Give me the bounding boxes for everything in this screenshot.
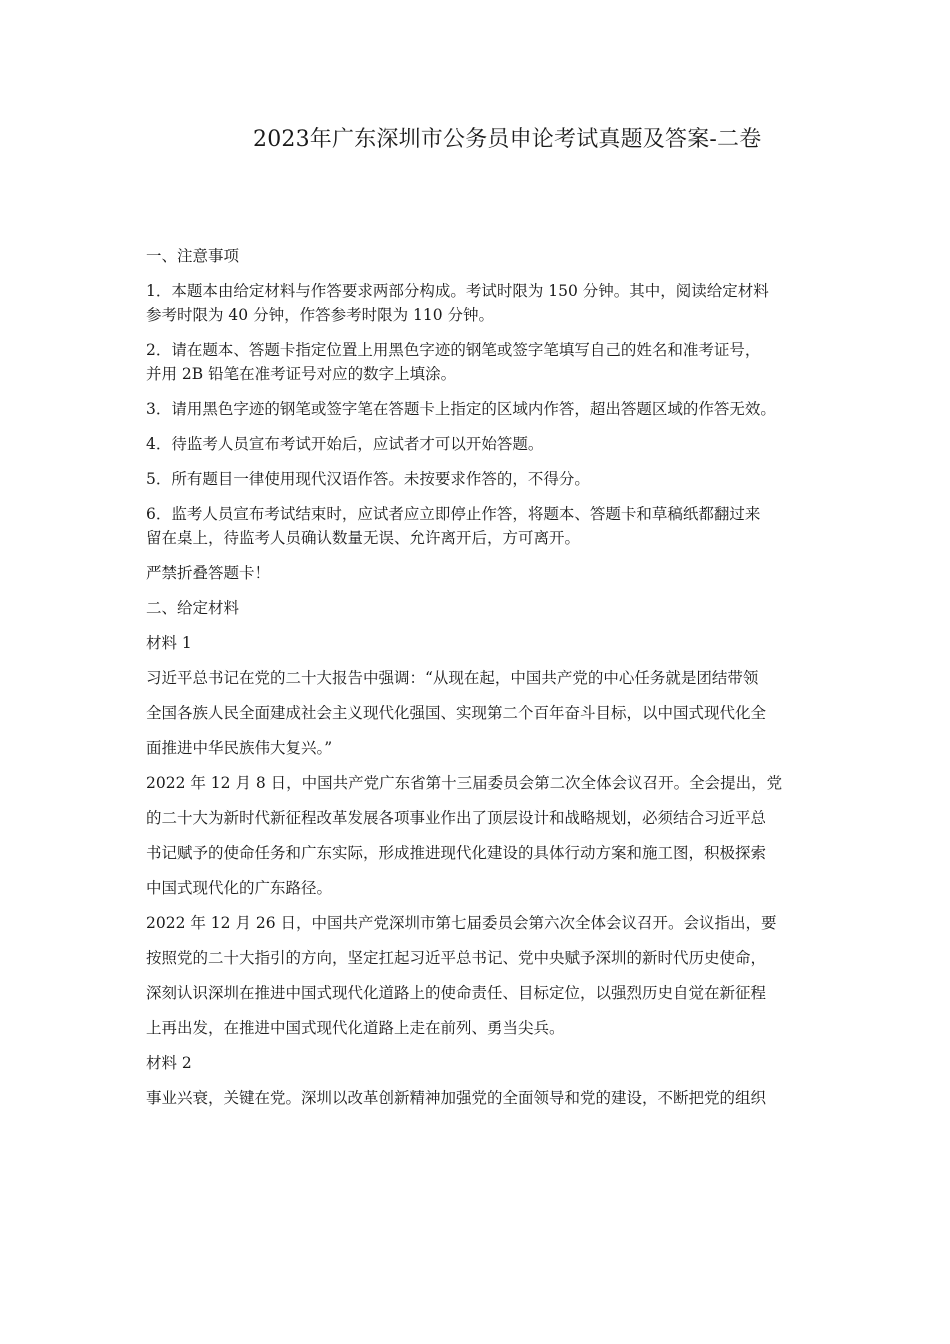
notice-warning: 严禁折叠答题卡！ — [146, 564, 271, 582]
notice-item-6-line-1: 6．监考人员宣布考试结束时，应试者应立即停止作答，将题本、答题卡和草稿纸都翻过来 — [146, 505, 761, 523]
notice-item-2-line-2: 并用 2B 铅笔在准考证号对应的数字上填涂。 — [146, 365, 457, 383]
notice-item-6-line-2: 留在桌上，待监考人员确认数量无误、允许离开后，方可离开。 — [146, 529, 581, 547]
material-1-para-3-line-2: 按照党的二十大指引的方向，坚定扛起习近平总书记、党中央赋予深圳的新时代历史使命， — [146, 949, 767, 967]
notice-item-3: 3．请用黑色字迹的钢笔或签字笔在答题卡上指定的区域内作答，超出答题区域的作答无效。 — [146, 400, 776, 418]
material-1-label: 材料 1 — [146, 634, 192, 652]
material-1-para-1-line-2: 全国各族人民全面建成社会主义现代化强国、实现第二个百年奋斗目标，以中国式现代化全 — [146, 704, 767, 722]
notice-item-4: 4．待监考人员宣布考试开始后，应试者才可以开始答题。 — [146, 435, 544, 453]
notice-heading: 一、注意事项 — [146, 247, 240, 265]
material-1-para-2-line-1: 2022 年 12 月 8 日，中国共产党广东省第十三届委员会第二次全体会议召开。全会提出，党 — [146, 774, 783, 792]
material-1-para-1-line-3: 面推进中华民族伟大复兴。” — [146, 739, 333, 757]
document-body — [146, 244, 836, 1110]
materials-heading: 二、给定材料 — [146, 599, 240, 617]
material-1-para-1-line-1: 习近平总书记在党的二十大报告中强调：“从现在起，中国共产党的中心任务就是团结带领 — [146, 669, 759, 687]
notice-item-1-line-2: 参考时限为 40 分钟，作答参考时限为 110 分钟。 — [146, 306, 495, 324]
notice-item-2-line-1: 2．请在题本、答题卡指定位置上用黑色字迹的钢笔或签字笔填写自己的姓名和准考证号， — [146, 341, 761, 359]
material-1-para-3-line-3: 深刻认识深圳在推进中国式现代化道路上的使命责任、目标定位，以强烈历史自觉在新征程 — [146, 984, 767, 1002]
notice-item-1-line-1: 1．本题本由给定材料与作答要求两部分构成。考试时限为 150 分钟。其中，阅读给定材料 — [146, 282, 769, 300]
material-1-para-2-line-4: 中国式现代化的广东路径。 — [146, 879, 333, 897]
notice-item-5: 5．所有题目一律使用现代汉语作答。未按要求作答的，不得分。 — [146, 470, 590, 488]
document-title: 2023年广东深圳市公务员申论考试真题及答案-二卷 — [253, 127, 762, 152]
material-2-para-1-line-1: 事业兴衰，关键在党。深圳以改革创新精神加强党的全面领导和党的建设，不断把党的组织 — [146, 1089, 767, 1107]
material-1-para-2-line-2: 的二十大为新时代新征程改革发展各项事业作出了顶层设计和战略规划，必须结合习近平总 — [146, 809, 767, 827]
material-1-para-2-line-3: 书记赋予的使命任务和广东实际，形成推进现代化建设的具体行动方案和施工图，积极探索 — [146, 844, 767, 862]
material-1-para-3-line-4: 上再出发，在推进中国式现代化道路上走在前列、勇当尖兵。 — [146, 1019, 565, 1037]
material-1-para-3-line-1: 2022 年 12 月 26 日，中国共产党深圳市第七届委员会第六次全体会议召开。会议指出，要 — [146, 914, 777, 932]
material-2-label: 材料 2 — [146, 1054, 192, 1072]
